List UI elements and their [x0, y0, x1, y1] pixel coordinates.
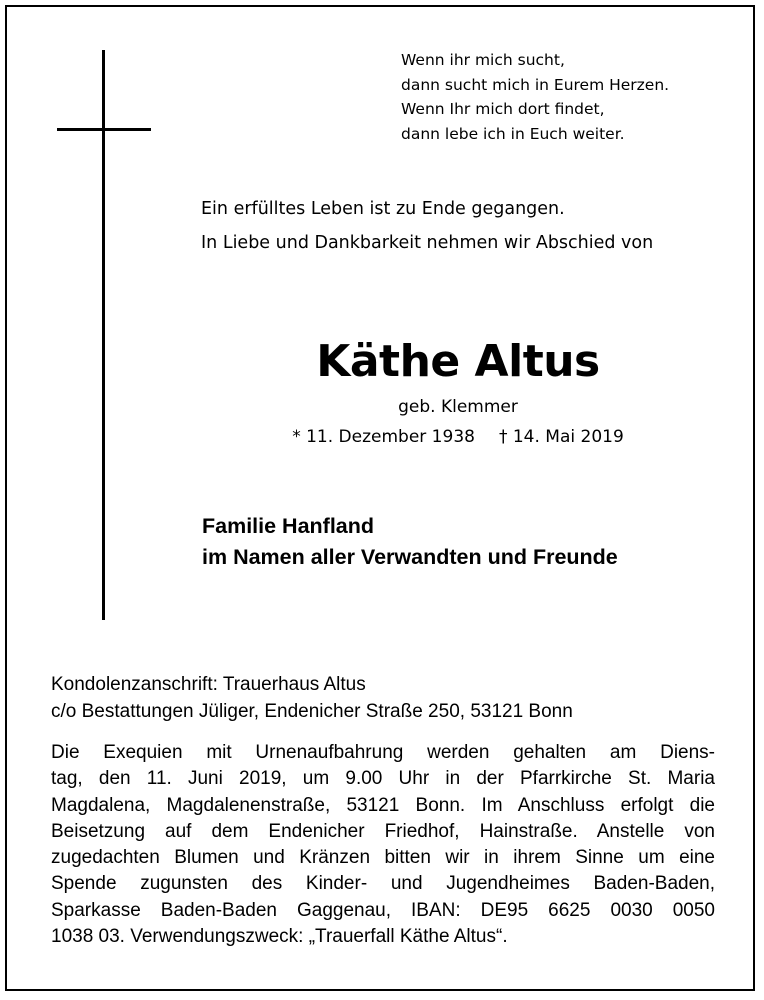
intro-line: Ein erfülltes Leben ist zu Ende gegangen.: [201, 199, 565, 219]
service-line: Magdalena, Magdalenenstraße, 53121 Bonn. Im Anschluss erfolgt die: [51, 794, 715, 816]
mourners: [202, 511, 732, 573]
service-line: Sparkasse Baden-Baden Gaggenau, IBAN: DE95 6625 0030 0050: [51, 899, 715, 921]
cross-icon: [102, 50, 105, 620]
poem-line: Wenn ihr mich sucht,: [401, 51, 565, 69]
poem-line: dann lebe ich in Euch weiter.: [401, 124, 625, 143]
condolence-line: c/o Bestattungen Jüliger, Endenicher Straße 250, 53121 Bonn: [51, 700, 573, 722]
intro-line: In Liebe und Dankbarkeit nehmen wir Abschied von: [201, 233, 654, 253]
poem-line: dann sucht mich in Eurem Herzen.: [401, 75, 670, 94]
birth-name: geb. Klemmer: [398, 397, 518, 417]
condolence-line: Kondolenzanschrift: Trauerhaus Altus: [51, 674, 366, 695]
condolence-address: [51, 672, 731, 725]
mourners-line: Familie Hanfland: [202, 514, 375, 538]
deceased-name: Käthe Altus: [316, 336, 600, 387]
service-line: zugedachten Blumen und Kränzen bitten wir in ihrem Sinne um eine: [51, 847, 715, 869]
service-line: Die Exequien mit Urnenaufbahrung werden gehalten am Diens-: [51, 742, 715, 763]
service-line: 1038 03. Verwendungszweck: „Trauerfall Käthe Altus“.: [51, 926, 508, 948]
poem-line: Wenn Ihr mich dort findet,: [401, 100, 605, 118]
life-dates: [200, 424, 716, 450]
poem: [401, 48, 741, 146]
service-line: Beisetzung auf dem Endenicher Friedhof, Hainstraße. Anstelle von: [51, 820, 715, 842]
service-line: tag, den 11. Juni 2019, um 9.00 Uhr in der Pfarrkirche St. Maria: [51, 768, 715, 790]
mourners-line: im Namen aller Verwandten und Freunde: [202, 545, 618, 569]
service-line: Spende zugunsten des Kinder- und Jugendheimes Baden-Baden,: [51, 873, 715, 895]
cross-icon-bar: [57, 128, 151, 131]
service-details: [51, 740, 715, 950]
birth-date: * 11. Dezember 1938: [292, 427, 475, 447]
death-date: † 14. Mai 2019: [498, 427, 624, 447]
intro-text: [201, 192, 741, 260]
